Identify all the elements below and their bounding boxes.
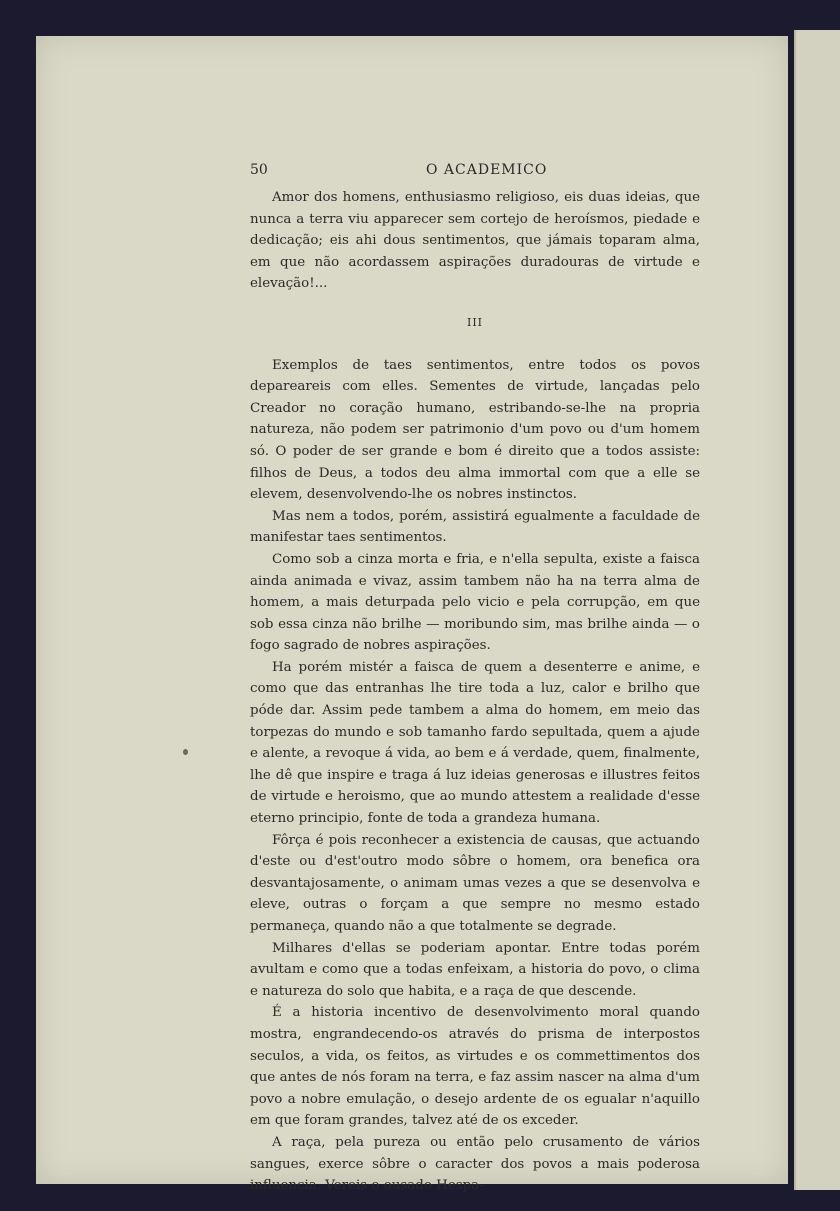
paragraph: Milhares d'ellas se poderiam apontar. Entre todas porém avultam e como que a todas enfeixam, a historia do povo, o clima e natureza do solo que habita, e a raça de que descende. <box>250 940 700 999</box>
paragraph: É a historia incentivo de desenvolvimento moral quando mostra, engrandecendo-os através do prisma de interpostos seculos, a vida, os feitos, as virtudes e os commettimentos dos que antes de nós foram na terra, e faz assim nascer na alma d'um povo a nobre emulação, o desejo ardente de os egualar n'aquillo em que foram grandes, talvez até de os exceder. <box>250 1005 700 1129</box>
paragraph: Como sob a cinza morta e fria, e n'ella sepulta, existe a faisca ainda animada e vivaz, assim tambem não ha na terra alma de homem, a mais deturpada pelo vicio e pela corrupção, em que sob essa cinza não brilhe — moribundo sim, mas brilhe ainda — o fogo sagrado de nobres aspirações. <box>250 551 700 654</box>
paragraph: Exemplos de taes sentimentos, entre todos os povos depareareis com elles. Sementes de virtude, lançadas pelo Creador no coração humano, estribando-se-lhe na propria natureza, não podem ser patrimonio d'um povo ou d'um homem só. O poder de ser grande e bom é direito que a todos assiste: filhos de Deus, a todos deu alma immortal com que a elle se elevem, desenvolvendo-lhe os nobres instinctos. <box>250 357 700 503</box>
paragraph: Mas nem a todos, porém, assistirá egualmente a faculdade de manifestar taes sentimentos. <box>250 508 700 546</box>
paragraph: A raça, pela pureza ou então pelo crusamento de vários sangues, exerce sôbre o caracter dos povos a mais poderosa influencia. Vereis o ousado Hespa- <box>250 1134 700 1194</box>
paragraph: Ha porém mistér a faisca de quem a desenterre e anime, e como que das entranhas lhe tire toda a luz, calor e brilho que póde dar. Assim pede tambem a alma do homem, em meio das torpezas do mundo e sob tamanho fardo sepultada, quem a ajude e alente, a revoque á vida, ao bem e á verdade, quem, finalmente, lhe dê que inspire e traga á luz ideias generosas e illustres feitos de virtude e heroismo, que ao mundo attestem a realidade d'esse eterno principio, fonte de toda a grandeza humana. <box>250 659 700 827</box>
body-text <box>250 187 700 1197</box>
running-title: O ACADEMICO <box>426 162 548 178</box>
page-header <box>250 162 700 184</box>
page-number: 50 <box>250 162 268 178</box>
ink-speck <box>183 749 188 755</box>
section-numeral: III <box>466 315 484 329</box>
paragraph: Fôrça é pois reconhecer a existencia de causas, que actuando d'este ou d'est'outro modo sôbre o homem, ora benefica ora desvantajosamente, o animam umas vezes a que se desenvolva e eleve, outras o forçam a que sempre no mesmo estado permaneça, quando não a que totalmente se degrade. <box>250 832 700 934</box>
paragraph: Amor dos homens, enthusiasmo religioso, eis duas ideias, que nunca a terra viu apparecer sem cortejo de heroísmos, piedade e dedicação; eis ahi dous sentimentos, que jámais toparam alma, em que não acordassem aspirações duradouras de virtude e elevação!... <box>250 190 700 292</box>
adjacent-page-edge <box>794 30 840 1190</box>
